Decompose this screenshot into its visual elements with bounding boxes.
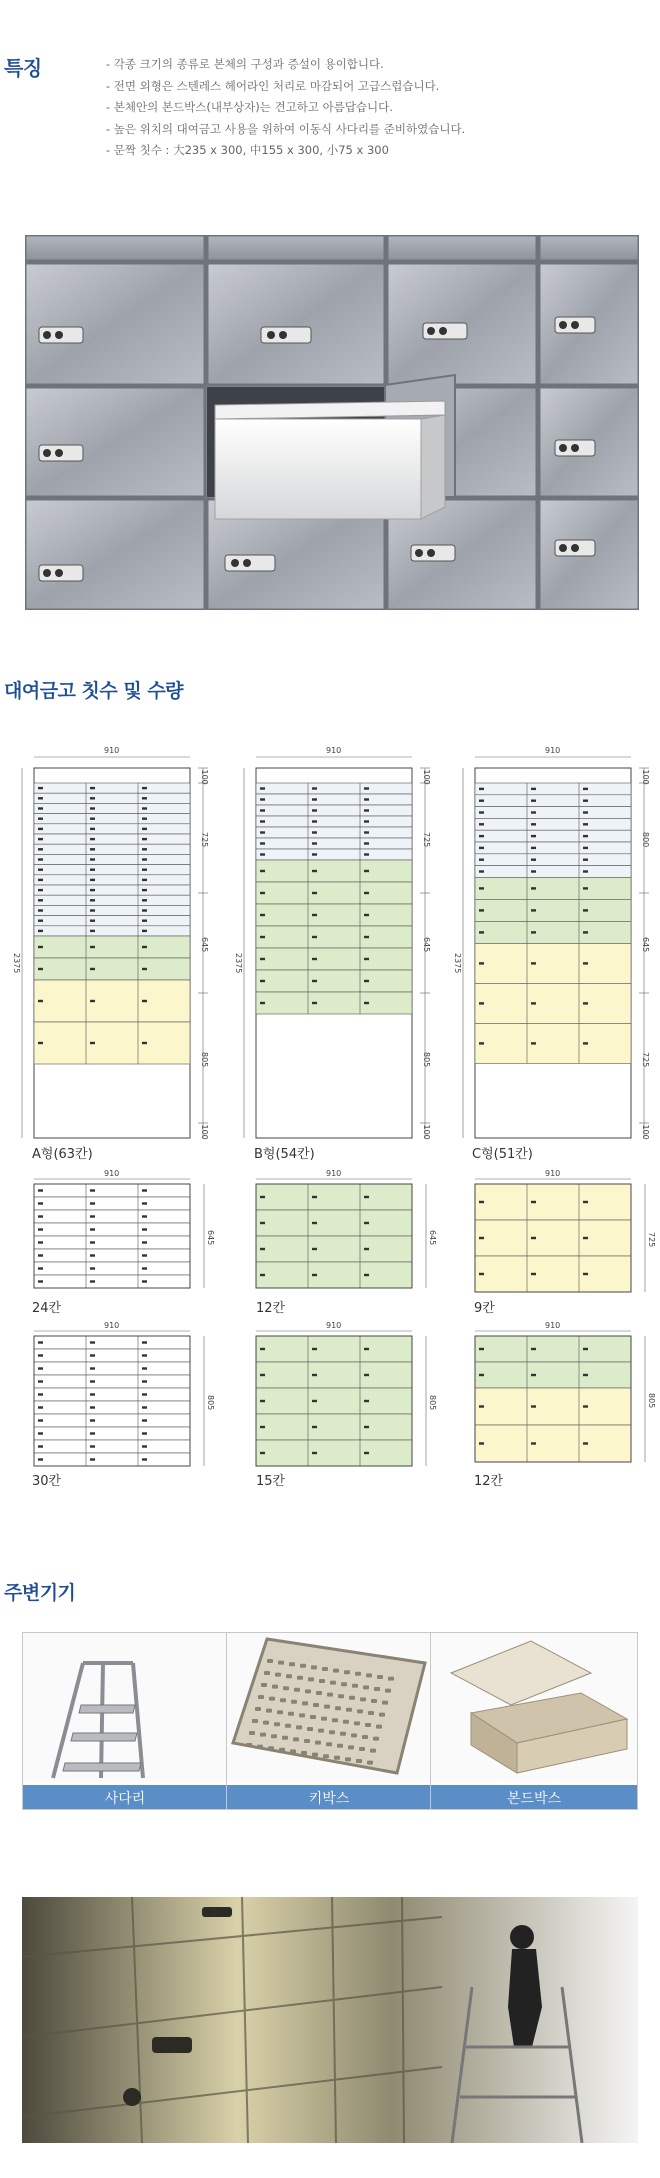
key-slot: [266, 1709, 272, 1713]
module-12-mixed: [475, 1321, 656, 1462]
accessory-label: 키박스: [227, 1785, 431, 1810]
key-slot: [346, 1708, 352, 1712]
key-slot: [382, 1701, 388, 1705]
locker-row: [256, 1388, 412, 1414]
key-slot: [340, 1732, 346, 1736]
key-slot: [354, 1721, 360, 1725]
locker-row: [256, 1236, 412, 1262]
locker-row: [256, 827, 412, 838]
locker-row: [34, 916, 190, 926]
locker-row: [256, 794, 412, 805]
module-30-caption: 30칸: [32, 1474, 62, 1489]
locker-row: [256, 970, 412, 992]
key-slot: [257, 1745, 263, 1749]
key-slot: [277, 1710, 283, 1714]
locker-row: [34, 1427, 190, 1440]
key-slot: [291, 1700, 297, 1704]
type-c-diagram: [453, 746, 650, 1140]
key-slot: [300, 1664, 306, 1668]
locker-row: [34, 1197, 190, 1210]
key-slot: [310, 1715, 316, 1719]
locker-row: [34, 1414, 190, 1427]
module-height-dim: 645: [206, 1230, 215, 1246]
locker-row: [256, 838, 412, 849]
accessory-ladder: [22, 1632, 228, 1810]
module-height-dim: 805: [428, 1395, 437, 1411]
key-slot: [255, 1707, 261, 1711]
safe-deposit-photo: [25, 235, 639, 610]
key-slot: [327, 1693, 333, 1697]
locker-row: [34, 905, 190, 915]
key-slot: [344, 1670, 350, 1674]
module-height-dim: 805: [206, 1395, 215, 1411]
feature-item: - 본체안의 본드박스(내부상자)는 견고하고 아름답습니다.: [106, 100, 393, 114]
accessory-label: 사다리: [23, 1785, 227, 1810]
locker-row: [34, 926, 190, 936]
key-slot: [294, 1688, 300, 1692]
key-slot: [365, 1723, 371, 1727]
type-c-caption: C형(51칸): [472, 1147, 533, 1162]
width-dim: 910: [545, 1169, 561, 1178]
section-dim: 100: [200, 1124, 209, 1140]
width-dim: 910: [326, 746, 342, 755]
key-slot: [313, 1703, 319, 1707]
width-dim: 910: [326, 1169, 342, 1178]
key-slot: [388, 1677, 394, 1681]
module-30: [34, 1321, 215, 1466]
key-slot: [351, 1733, 357, 1737]
key-slot: [349, 1696, 355, 1700]
key-slot: [258, 1695, 264, 1699]
key-slot: [263, 1721, 269, 1725]
locker-row: [34, 814, 190, 824]
key-slot: [311, 1665, 317, 1669]
locker-row: [475, 1336, 631, 1362]
key-slot: [338, 1694, 344, 1698]
locker-row: [34, 885, 190, 895]
section-dim: 100: [422, 1124, 431, 1140]
key-slot: [252, 1719, 258, 1723]
width-dim: 910: [545, 746, 561, 755]
locker-row: [256, 1262, 412, 1288]
section-dim: 805: [200, 1052, 209, 1068]
key-slot: [355, 1672, 361, 1676]
key-slot: [261, 1683, 267, 1687]
key-slot: [275, 1673, 281, 1677]
module-12-green: [256, 1169, 437, 1288]
locker-row: [34, 783, 190, 793]
locker-row: [256, 860, 412, 882]
key-slot: [264, 1671, 270, 1675]
key-slot: [376, 1725, 382, 1729]
section-dim: 645: [422, 937, 431, 953]
key-slot: [285, 1724, 291, 1728]
locker-row: [256, 904, 412, 926]
locker-row: [34, 793, 190, 803]
height-dim: 2375: [453, 953, 462, 974]
key-slot: [379, 1713, 385, 1717]
key-slot: [283, 1686, 289, 1690]
type-b-caption: B형(54칸): [254, 1147, 315, 1162]
section-dim: 645: [641, 937, 650, 953]
section-dim: 805: [422, 1052, 431, 1068]
locker-row: [34, 875, 190, 885]
section-dim: 100: [641, 1124, 650, 1140]
module-9-caption: 9칸: [474, 1301, 495, 1316]
locker-row: [34, 1349, 190, 1362]
key-slot: [373, 1737, 379, 1741]
locker-row: [256, 1362, 412, 1388]
locker-row: [475, 1220, 631, 1256]
key-slot: [297, 1676, 303, 1680]
accessory-key-box: [226, 1632, 432, 1810]
key-slot: [363, 1685, 369, 1689]
key-slot: [362, 1735, 368, 1739]
key-slot: [319, 1679, 325, 1683]
locker-row: [34, 1388, 190, 1401]
locker-row: [34, 844, 190, 854]
locker-row: [475, 1388, 631, 1425]
accessories-title: 주변기기: [4, 1582, 76, 1604]
module-diagrams-row1: [0, 1168, 660, 1308]
width-dim: 910: [326, 1321, 342, 1330]
locker-row: [34, 1223, 190, 1236]
key-slot: [337, 1744, 343, 1748]
key-slot: [335, 1706, 341, 1710]
key-slot: [296, 1725, 302, 1729]
sizes-title: 대여금고 칫수 및 수량: [4, 680, 184, 702]
key-slot: [278, 1661, 284, 1665]
feature-item: - 문짝 칫수 : 大235 x 300, 中155 x 300, 小75 x 300: [106, 143, 389, 157]
key-slot: [329, 1730, 335, 1734]
key-slot: [368, 1711, 374, 1715]
locker-row: [256, 849, 412, 860]
key-slot: [293, 1737, 299, 1741]
locker-row: [475, 795, 631, 807]
locker-row: [256, 882, 412, 904]
locker-row: [34, 980, 190, 1022]
module-diagrams-row2: [0, 1320, 660, 1480]
locker-row: [34, 1401, 190, 1414]
locker-row: [475, 854, 631, 866]
module-9: [475, 1169, 656, 1292]
locker-row: [34, 1362, 190, 1375]
section-dim: 100: [641, 769, 650, 785]
key-slot: [308, 1677, 314, 1681]
module-24-caption: 24칸: [32, 1301, 62, 1316]
locker-row: [34, 1440, 190, 1453]
section-dim: 725: [641, 1052, 650, 1068]
key-slot: [249, 1731, 255, 1735]
key-slot: [322, 1667, 328, 1671]
key-box-icon: [227, 1633, 431, 1781]
height-dim: 2375: [12, 953, 21, 974]
key-slot: [289, 1662, 295, 1666]
locker-row: [34, 803, 190, 813]
locker-row: [256, 1414, 412, 1440]
key-slot: [321, 1717, 327, 1721]
section-dim: 100: [422, 769, 431, 785]
locker-row: [256, 1336, 412, 1362]
width-dim: 910: [545, 1321, 561, 1330]
key-slot: [274, 1722, 280, 1726]
key-slot: [301, 1751, 307, 1755]
locker-row: [34, 936, 190, 958]
locker-row: [34, 1275, 190, 1288]
locker-row: [475, 818, 631, 830]
module-height-dim: 805: [647, 1393, 656, 1409]
feature-item: - 각종 크기의 종류로 본체의 구성과 증설이 용이합니다.: [106, 57, 384, 71]
section-dim: 800: [641, 832, 650, 848]
key-slot: [271, 1734, 277, 1738]
locker-row: [475, 783, 631, 795]
locker-row: [256, 1184, 412, 1210]
key-slot: [305, 1689, 311, 1693]
vault-ladder-photo: [22, 1897, 638, 2143]
key-slot: [345, 1757, 351, 1761]
key-slot: [267, 1659, 273, 1663]
locker-row: [34, 1262, 190, 1275]
locker-row: [256, 805, 412, 816]
bond-box-icon: [431, 1633, 637, 1781]
key-slot: [315, 1741, 321, 1745]
key-slot: [290, 1749, 296, 1753]
locker-row: [475, 983, 631, 1023]
key-slot: [260, 1733, 266, 1737]
locker-row: [475, 1023, 631, 1063]
feature-item: - 전면 외형은 스텐레스 헤어라인 처리로 마감되어 고급스럽습니다.: [106, 78, 440, 93]
key-slot: [370, 1749, 376, 1753]
key-slot: [307, 1727, 313, 1731]
width-dim: 910: [104, 1169, 120, 1178]
locker-row: [34, 1336, 190, 1349]
key-slot: [279, 1748, 285, 1752]
key-slot: [385, 1689, 391, 1693]
width-dim: 910: [104, 1321, 120, 1330]
locker-row: [34, 895, 190, 905]
locker-row: [475, 921, 631, 943]
locker-row: [256, 816, 412, 827]
locker-row: [256, 992, 412, 1014]
key-slot: [323, 1754, 329, 1758]
key-slot: [377, 1675, 383, 1679]
key-slot: [324, 1705, 330, 1709]
key-slot: [374, 1687, 380, 1691]
key-slot: [332, 1718, 338, 1722]
locker-row: [34, 1184, 190, 1197]
locker-row: [34, 824, 190, 834]
module-12-caption: 12칸: [256, 1301, 286, 1316]
ladder-icon: [23, 1633, 227, 1781]
key-slot: [299, 1713, 305, 1717]
key-slot: [352, 1684, 358, 1688]
locker-row: [475, 842, 631, 854]
type-a-diagram: [12, 746, 209, 1140]
locker-row: [34, 854, 190, 864]
locker-row: [475, 866, 631, 878]
locker-row: [34, 865, 190, 875]
locker-row: [475, 899, 631, 921]
features-list: [106, 54, 465, 162]
locker-row: [34, 958, 190, 980]
features-title: 특징: [4, 56, 42, 80]
locker-row: [475, 807, 631, 819]
key-slot: [359, 1747, 365, 1751]
locker-row: [34, 1453, 190, 1466]
key-slot: [318, 1729, 324, 1733]
locker-row: [34, 1236, 190, 1249]
key-slot: [333, 1669, 339, 1673]
key-slot: [286, 1674, 292, 1678]
section-dim: 645: [200, 937, 209, 953]
section-dim: 725: [422, 832, 431, 848]
locker-row: [256, 948, 412, 970]
locker-row: [475, 1362, 631, 1388]
module-12b-caption: 12칸: [474, 1474, 504, 1489]
locker-row: [475, 830, 631, 842]
key-slot: [316, 1691, 322, 1695]
locker-row: [256, 1440, 412, 1466]
module-15: [256, 1321, 437, 1466]
key-slot: [330, 1681, 336, 1685]
key-slot: [304, 1739, 310, 1743]
type-a-caption: A형(63칸): [32, 1147, 93, 1162]
locker-row: [34, 1375, 190, 1388]
width-dim: 910: [104, 746, 120, 755]
accessory-bond-box: [430, 1632, 638, 1810]
locker-row: [475, 1425, 631, 1462]
module-15-caption: 15칸: [256, 1474, 286, 1489]
key-slot: [366, 1673, 372, 1677]
locker-row: [256, 783, 412, 794]
locker-row: [256, 926, 412, 948]
key-slot: [272, 1685, 278, 1689]
locker-row: [475, 1184, 631, 1220]
key-slot: [360, 1697, 366, 1701]
key-slot: [326, 1742, 332, 1746]
locker-row: [34, 1210, 190, 1223]
accessory-label: 본드박스: [431, 1785, 637, 1810]
key-slot: [269, 1697, 275, 1701]
height-dim: 2375: [234, 953, 243, 974]
module-height-dim: 645: [428, 1230, 437, 1246]
locker-row: [256, 1210, 412, 1236]
key-slot: [302, 1701, 308, 1705]
locker-row: [475, 877, 631, 899]
key-slot: [357, 1709, 363, 1713]
key-slot: [348, 1745, 354, 1749]
key-slot: [334, 1756, 340, 1760]
locker-row: [34, 834, 190, 844]
key-slot: [356, 1759, 362, 1763]
type-diagrams: [0, 744, 660, 1174]
type-b-diagram: [234, 746, 431, 1140]
locker-row: [475, 943, 631, 983]
key-slot: [341, 1682, 347, 1686]
key-slot: [246, 1743, 252, 1747]
locker-row: [34, 1022, 190, 1064]
key-slot: [343, 1720, 349, 1724]
module-height-dim: 725: [647, 1232, 656, 1248]
key-slot: [288, 1712, 294, 1716]
key-slot: [367, 1761, 373, 1765]
locker-row: [34, 1249, 190, 1262]
section-dim: 100: [200, 769, 209, 785]
feature-item: - 높은 위치의 대여금고 사용을 위하여 이동식 사다리를 준비하였습니다.: [106, 121, 466, 136]
key-slot: [312, 1753, 318, 1757]
key-slot: [268, 1746, 274, 1750]
key-slot: [280, 1698, 286, 1702]
module-24: [34, 1169, 215, 1288]
locker-row: [475, 1256, 631, 1292]
key-slot: [282, 1736, 288, 1740]
section-dim: 725: [200, 832, 209, 848]
key-slot: [371, 1699, 377, 1703]
